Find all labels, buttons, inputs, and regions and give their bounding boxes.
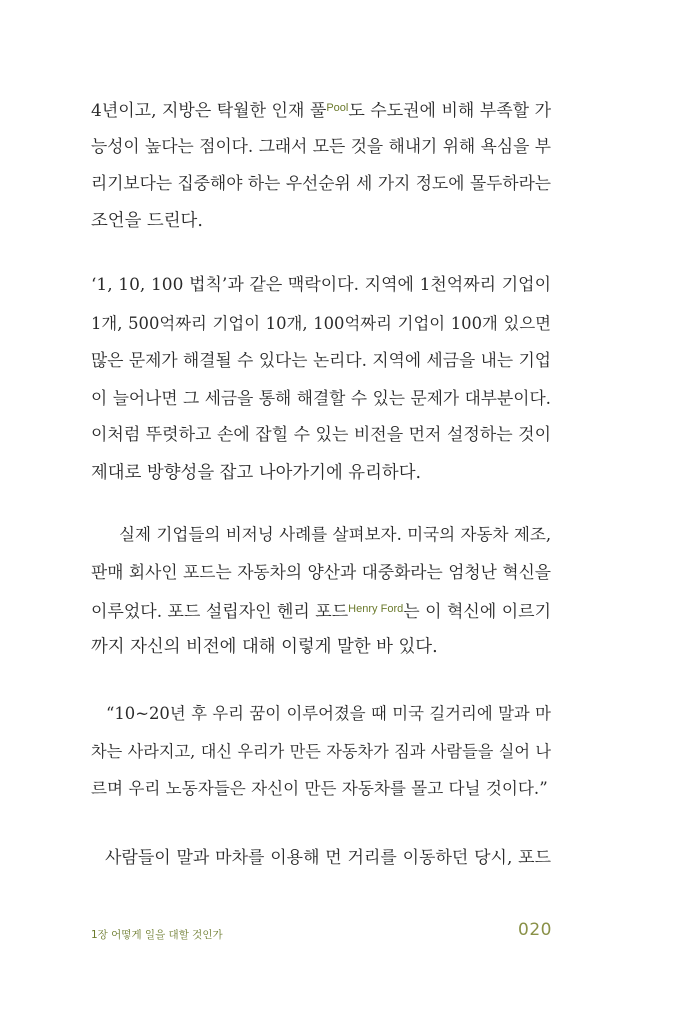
text-segment: 도 수도권에 비해 부족할 가	[348, 101, 551, 121]
text-line: 사람들이 말과 마차를 이용해 먼 거리를 이동하던 당시, 포드	[105, 848, 551, 868]
text-line: 르며 우리 노동자들은 자신이 만든 자동차를 몰고 다닐 것이다.”	[91, 779, 548, 798]
text-line: 실제 기업들의 비저닝 사례를 살펴보자. 미국의 자동차 제조,	[119, 525, 552, 544]
paragraph-1	[91, 90, 551, 240]
paragraph-5	[91, 840, 551, 878]
text-line: “10~20년 후 우리 꿈이 이루어졌을 때 미국 길거리에 말과 마	[106, 704, 551, 723]
text-line	[91, 591, 551, 629]
gloss-annotation: Pool	[326, 102, 349, 114]
text-line: 까지 자신의 비전에 대해 이렇게 말한 바 있다.	[91, 636, 438, 657]
text-line: 판매 회사인 포드는 자동차의 양산과 대중화라는 엄청난 혁신을	[91, 561, 551, 582]
text-line: 제대로 방향성을 잡고 나아가기에 유리하다.	[91, 462, 422, 483]
text-segment: 는 이 혁신에 이르기	[403, 602, 551, 622]
text-line: 능성이 높다는 점이다. 그래서 모든 것을 해내기 위해 욕심을 부	[91, 135, 551, 156]
text-segment: 4년이고, 지방은 탁월한 인재 풀	[91, 101, 327, 121]
chapter-title-footer: 1장 어떻게 일을 대할 것인가	[91, 929, 223, 941]
gloss-annotation: Henry Ford	[348, 603, 404, 615]
paragraph-3	[91, 516, 551, 666]
text-line: 차는 사라지고, 대신 우리가 만든 자동차가 짐과 사람들을 실어 나	[91, 741, 551, 761]
paragraph-2	[91, 267, 551, 492]
text-segment: 이루었다. 포드 설립자인 헨리 포드	[91, 602, 349, 622]
text-line	[91, 90, 551, 128]
text-line: 이 늘어나면 그 세금을 통해 해결할 수 있는 문제가 대부분이다.	[91, 387, 551, 408]
text-line: 리기보다는 집중해야 하는 우선순위 세 가지 정도에 몰두하라는	[91, 173, 551, 193]
text-line: ‘1, 10, 100 법칙’과 같은 맥락이다. 지역에 1천억짜리 기업이	[91, 275, 551, 295]
page-number: 020	[518, 920, 552, 940]
text-line: 조언을 드린다.	[91, 210, 203, 231]
text-line: 많은 문제가 해결될 수 있다는 논리다. 지역에 세금을 내는 기업	[91, 350, 551, 370]
text-line: 1개, 500억짜리 기업이 10개, 100억짜리 기업이 100개 있으면	[91, 313, 551, 333]
text-line: 이처럼 뚜렷하고 손에 잡힐 수 있는 비전을 먼저 설정하는 것이	[91, 425, 551, 445]
paragraph-4-quote	[91, 695, 551, 808]
